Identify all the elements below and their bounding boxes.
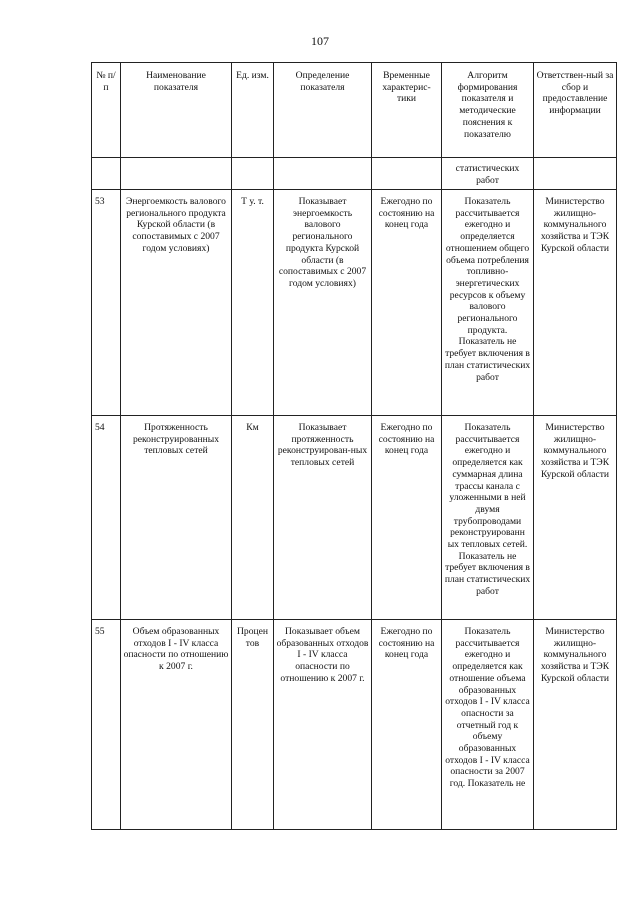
header-unit: Ед. изм. (232, 63, 274, 158)
row-name: Объем образованных отходов I - IV класса опасности по отношению к 2007 г. (121, 620, 232, 830)
row-definition: Показывает объем образованных отходов I - IV класса опасности по отношению к 2007 г. (274, 620, 372, 830)
continuation-row (92, 158, 617, 190)
indicators-table (91, 62, 617, 830)
header-definition: Определение показателя (274, 63, 372, 158)
cont-algorithm: статистических работ (442, 158, 534, 190)
cont-num (92, 158, 121, 190)
row-num: 53 (92, 190, 121, 416)
cont-name (121, 158, 232, 190)
table-row (92, 620, 617, 830)
row-algorithm: Показатель рассчитывается ежегодно и определяется отношением общего объема потребления топливно-энергетических ресурсов к объему валового регионального продукта. Показатель не требует включения в план статистических работ (442, 190, 534, 416)
row-unit: Процен тов (232, 620, 274, 830)
row-num: 54 (92, 416, 121, 620)
row-algorithm: Показатель рассчитывается ежегодно и определяется как отношение объема образованных отходов I - IV класса опасности за отчетный год к объему образованных отходов I - IV класса опасности за 2007 год. Показатель не (442, 620, 534, 830)
row-time: Ежегодно по состоянию на конец года (372, 416, 442, 620)
header-time: Временные характерис-тики (372, 63, 442, 158)
row-num: 55 (92, 620, 121, 830)
row-responsible: Министерство жилищно-коммунального хозяйства и ТЭК Курской области (534, 416, 617, 620)
cont-responsible (534, 158, 617, 190)
row-responsible: Министерство жилищно-коммунального хозяйства и ТЭК Курской области (534, 620, 617, 830)
row-unit: Т у. т. (232, 190, 274, 416)
row-name: Протяженность реконструированных тепловых сетей (121, 416, 232, 620)
table-row (92, 416, 617, 620)
header-responsible: Ответствен-ный за сбор и предоставление информации (534, 63, 617, 158)
row-unit: Км (232, 416, 274, 620)
header-num: № п/п (92, 63, 121, 158)
row-definition: Показывает протяженность реконструирован-ных тепловых сетей (274, 416, 372, 620)
row-time: Ежегодно по состоянию на конец года (372, 190, 442, 416)
row-definition: Показывает энергоемкость валового регионального продукта Курской области (в сопоставимых с 2007 годом условиях) (274, 190, 372, 416)
header-name: Наименование показателя (121, 63, 232, 158)
row-name: Энергоемкость валового регионального продукта Курской области (в сопоставимых с 2007 годом условиях) (121, 190, 232, 416)
page-number: 107 (311, 34, 329, 48)
table-header-row (92, 63, 617, 158)
cont-unit (232, 158, 274, 190)
row-algorithm: Показатель рассчитывается ежегодно и определяется как суммарная длина трассы канала с уложенными в ней двумя трубопроводами реконструированн ых тепловых сетей. Показатель не требует включения в план статистических работ (442, 416, 534, 620)
header-algorithm: Алгоритм формирования показателя и методические пояснения к показателю (442, 63, 534, 158)
row-responsible: Министерство жилищно-коммунального хозяйства и ТЭК Курской области (534, 190, 617, 416)
cont-definition (274, 158, 372, 190)
table-row (92, 190, 617, 416)
cont-time (372, 158, 442, 190)
row-time: Ежегодно по состоянию на конец года (372, 620, 442, 830)
